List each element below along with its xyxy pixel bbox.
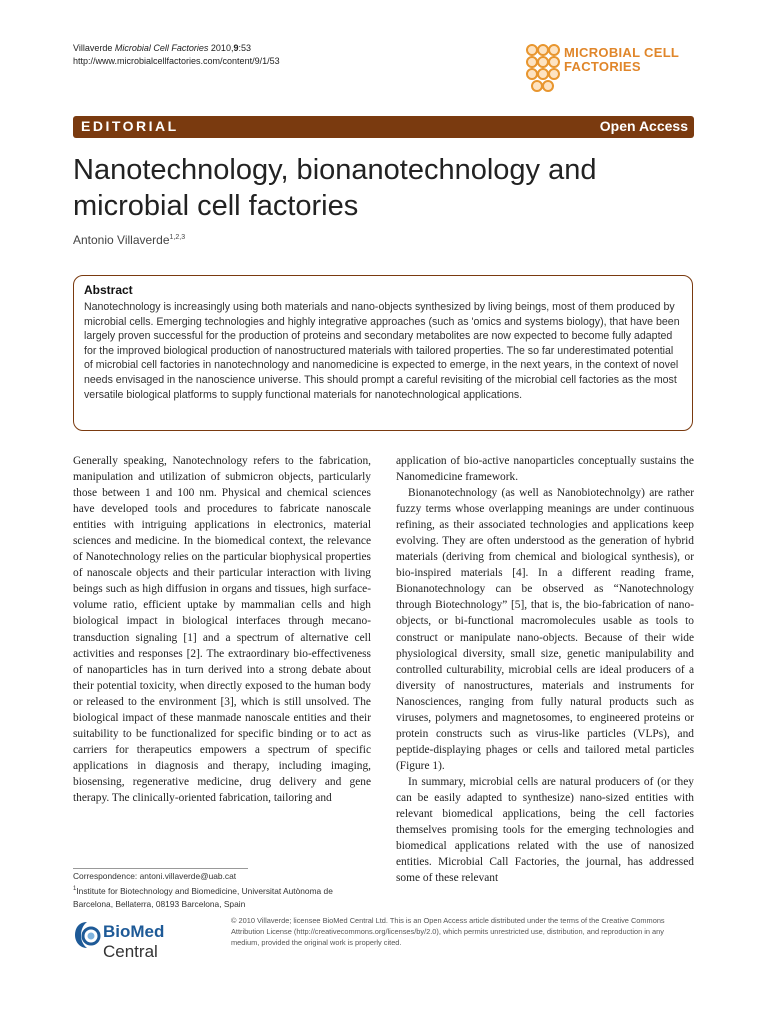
- citation-author: Villaverde: [73, 43, 113, 53]
- open-access-label: Open Access: [599, 118, 688, 134]
- article-type-label: EDITORIAL: [81, 118, 179, 134]
- publisher-name: [103, 922, 223, 962]
- body-paragraph: Bionanotechnology (as well as Nanobiotechnolgy) are rather fuzzy terms whose overlapping meanings are under continuous refining, as their associated technologies and applications keep evolving. They are often understood as the generation of hybrid materials (deriving from chemical and biological synthesis), or bio-inspired materials [4]. In a different reading frame, Bionanotechnology can be observed as “Nanotechnology through Biotechnology” [5], that is, the bio-fabrication of nano-objects, or bi-functional macromolecules usable as tools to construct or manipulate nano-objects. Because of their wide physiological diversity, small size, genetic manipulability and controlled culturability, microbial cells are ideal producers of a diversity of nanostructures, materials and instruments for Nanosciences, ranging from fully natural products such as viruses, polymers and magnetosomes, to engineered proteins or protein constructs such as virus-like particles (VLPs), and peptide-displaying phages or cells and tailored metal particles (Figure 1).: [396, 487, 694, 772]
- abstract-heading: Abstract: [84, 283, 133, 297]
- body-column-left: [73, 453, 371, 806]
- article-title: Nanotechnology, bionanotechnology and microbial cell factories: [73, 154, 597, 222]
- body-paragraph: application of bio-active nanoparticles conceptually sustains the Nanomedicine framework.: [396, 455, 694, 484]
- journal-logo: [526, 42, 706, 94]
- publisher-name-rest: Central: [103, 942, 158, 961]
- footnote-divider: [73, 868, 248, 869]
- article-url[interactable]: http://www.microbialcellfactories.com/content/9/1/53: [73, 56, 280, 66]
- abstract-text: Nanotechnology is increasingly using both materials and nano-objects synthesized by living beings, most of them produced by microbial cells. Emerging technologies and highly integrative approaches (such as 'omics and systems biology), that have been largely proven successful for the production of proteins and secondary metabolites are now expected to become fully adapted for the improved biological production of nanostructured materials with tailored properties. The so far underestimated potential of microbial cell factories in nanotechnology and nanomedicine is expected to emerge, in the next years, in the context of novel needs envisaged in the nanoscience universe. This should prompt a careful revisiting of the microbial cell factories as the most versatile biological platforms to supply functional materials for nanotechnological applications.: [84, 301, 680, 401]
- body-column-right: [396, 453, 694, 886]
- affiliation-text: Institute for Biotechnology and Biomedicine, Universitat Autònoma de Barcelona, Bellaterra, 08193 Barcelona, Spain: [73, 885, 333, 909]
- body-paragraph: In summary, microbial cells are natural producers of (or they can be easily adapted to synthesize) nano-sized entities with relevant biomedical applications, being the cell factories themselves promising tools for the emerging technologies and biomedical applications related with the use of nanosized entities. Microbial Call Factories, the journal, has addressed some of these relevant: [396, 775, 694, 885]
- author-affiliations: 1,2,3: [169, 234, 186, 241]
- abstract-box: [73, 275, 693, 431]
- biomed-central-icon: [73, 920, 101, 950]
- logo-text: [564, 46, 679, 74]
- correspondence: Correspondence: antoni.villaverde@uab.cat: [73, 871, 237, 881]
- citation-year: 2010,: [210, 43, 234, 53]
- publisher-name-bold: BioMed: [103, 922, 165, 941]
- body-paragraph: Generally speaking, Nanotechnology refers to the fabrication, manipulation and utilization of submicron objects, particularly those between 1 and 100 nm. Physical and chemical sciences have developed tools and procedures to fabricate nanoscale entities with intriguing applications in electronics, material sciences and medicine. In the biomedical context, the relevance of Nanotechnology relies on the particular biophysical properties of nanoscale objects and their particular interaction with living beings such as high diffusion in organs and tissues, high surface-volume ratio, efficient uptake by mammalian cells and high biological impact in biological interfaces through mecano-transduction signaling [1] and a spectrum of alternative cell activities and responses [2]. The extraordinary bio-effectiveness of nanoparticles has in turn derived into a strong debate about their potential toxicity, when directly exposed to the human body or released to the environment [3], which is still unsolved. The biological impact of these manmade nanoscale entities and their suitability to be functionalized for specific binding or to act as carriers for therapeutics empowers a spectrum of specific applications in diagnosis and therapy, including imaging, biosensing, regenerative medicine, drug delivery and gene therapy. The clinically-oriented fabrication, tailoring and: [73, 455, 371, 804]
- publisher-logo: [73, 918, 223, 961]
- affiliation: [73, 883, 373, 911]
- author-line: [73, 233, 185, 247]
- citation-line: [73, 42, 280, 55]
- citation-article: :53: [238, 43, 251, 53]
- citation-volume: 9: [233, 43, 239, 53]
- author-name: Antonio Villaverde: [73, 233, 170, 247]
- logo-line-2: FACTORIES: [564, 59, 641, 74]
- footnote: [73, 870, 373, 911]
- citation-header: [73, 42, 280, 68]
- logo-line-1: MICROBIAL CELL: [564, 45, 680, 60]
- affiliation-mark: 1: [73, 886, 77, 892]
- license-text: © 2010 Villaverde; licensee BioMed Central Ltd. This is an Open Access article distributed under the terms of the Creative Commons Attribution License (http://creativecommons.org/licenses/by/2.0), which permits unrestricted use, distribution, and reproduction in any medium, provided the original work is properly cited.: [231, 916, 665, 947]
- citation-journal: Microbial Cell Factories: [114, 43, 209, 53]
- article-type-banner: [73, 116, 694, 138]
